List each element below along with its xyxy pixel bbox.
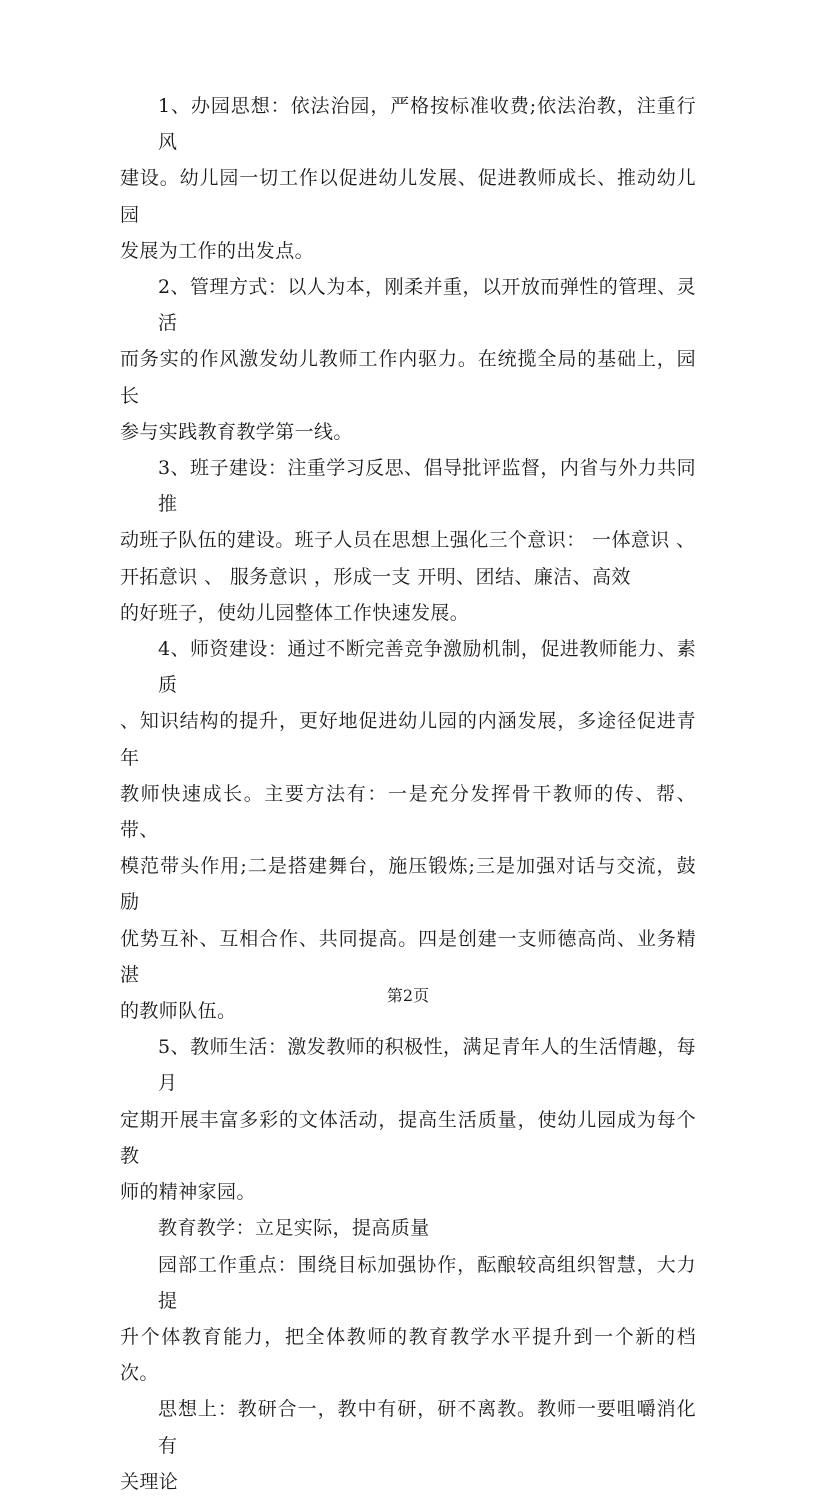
document-body (120, 88, 696, 1500)
text-line: 动班子队伍的建设。班子人员在思想上强化三个意识： 一体意识 、 (120, 529, 696, 552)
text-line: 关理论 (120, 1470, 179, 1493)
text-line: 教师快速成长。主要方法有：一是充分发挥骨干教师的传、帮、带、 (120, 782, 696, 842)
text-line: 而务实的作风激发幼儿教师工作内驱力。在统揽全局的基础上，园长 (120, 348, 696, 407)
text-line: 开拓意识 、 服务意识 ，形成一支 开明、团结、廉洁、高效 (120, 565, 631, 588)
text-line: 参与实践教育教学第一线。 (120, 420, 353, 443)
paragraph-management-style (120, 269, 696, 450)
paragraph-thinking (120, 1391, 696, 1500)
text-line: 园部工作重点：围绕目标加强协作，酝酿较高组织智慧，大力提 (158, 1253, 696, 1312)
text-line: 5、教师生活：激发教师的积极性，满足青年人的生活情趣，每月 (158, 1036, 696, 1095)
paragraph-school-philosophy (120, 88, 696, 269)
paragraph-leadership-team (120, 450, 696, 631)
text-line: 优势互补、互相合作、共同提高。四是创建一支师德高尚、业务精湛 (120, 927, 696, 986)
text-line: 思想上：教研合一，教中有研，研不离教。教师一要咀嚼消化有 (158, 1398, 696, 1457)
text-line: 模范带头作用;二是搭建舞台，施压锻炼;三是加强对话与交流，鼓励 (120, 855, 696, 914)
paragraph-teaching-heading (120, 1210, 696, 1246)
paragraph-teacher-life (120, 1029, 696, 1210)
text-line: 升个体教育能力，把全体教师的教育教学水平提升到一个新的档次。 (120, 1325, 696, 1385)
text-line: 师的精神家园。 (120, 1181, 256, 1204)
text-line: 建设。幼儿园一切工作以促进幼儿发展、促进教师成长、推动幼儿园 (120, 167, 696, 226)
text-line: 4、师资建设：通过不断完善竞争激励机制，促进教师能力、素质 (158, 638, 696, 697)
text-line: 、知识结构的提升，更好地促进幼儿园的内涵发展，多途径促进青年 (120, 710, 696, 769)
text-line: 教育教学：立足实际，提高质量 (158, 1217, 430, 1240)
text-line: 2、管理方式：以人为本，刚柔并重，以开放而弹性的管理、灵活 (158, 276, 696, 335)
page-number: 第2页 (386, 986, 430, 1005)
text-line: 定期开展丰富多彩的文体活动，提高生活质量，使幼儿园成为每个教 (120, 1108, 696, 1167)
text-line: 3、班子建设：注重学习反思、倡导批评监督，内省与外力共同推 (158, 457, 696, 516)
text-line: 发展为工作的出发点。 (120, 239, 315, 262)
text-line: 的教师队伍。 (120, 1000, 237, 1023)
paragraph-work-focus (120, 1247, 696, 1392)
text-line: 的好班子，使幼儿园整体工作快速发展。 (120, 601, 470, 624)
paragraph-teacher-development (120, 631, 696, 1029)
text-line: 1、办园思想：依法治园，严格按标准收费;依法治教，注重行风 (158, 95, 696, 154)
